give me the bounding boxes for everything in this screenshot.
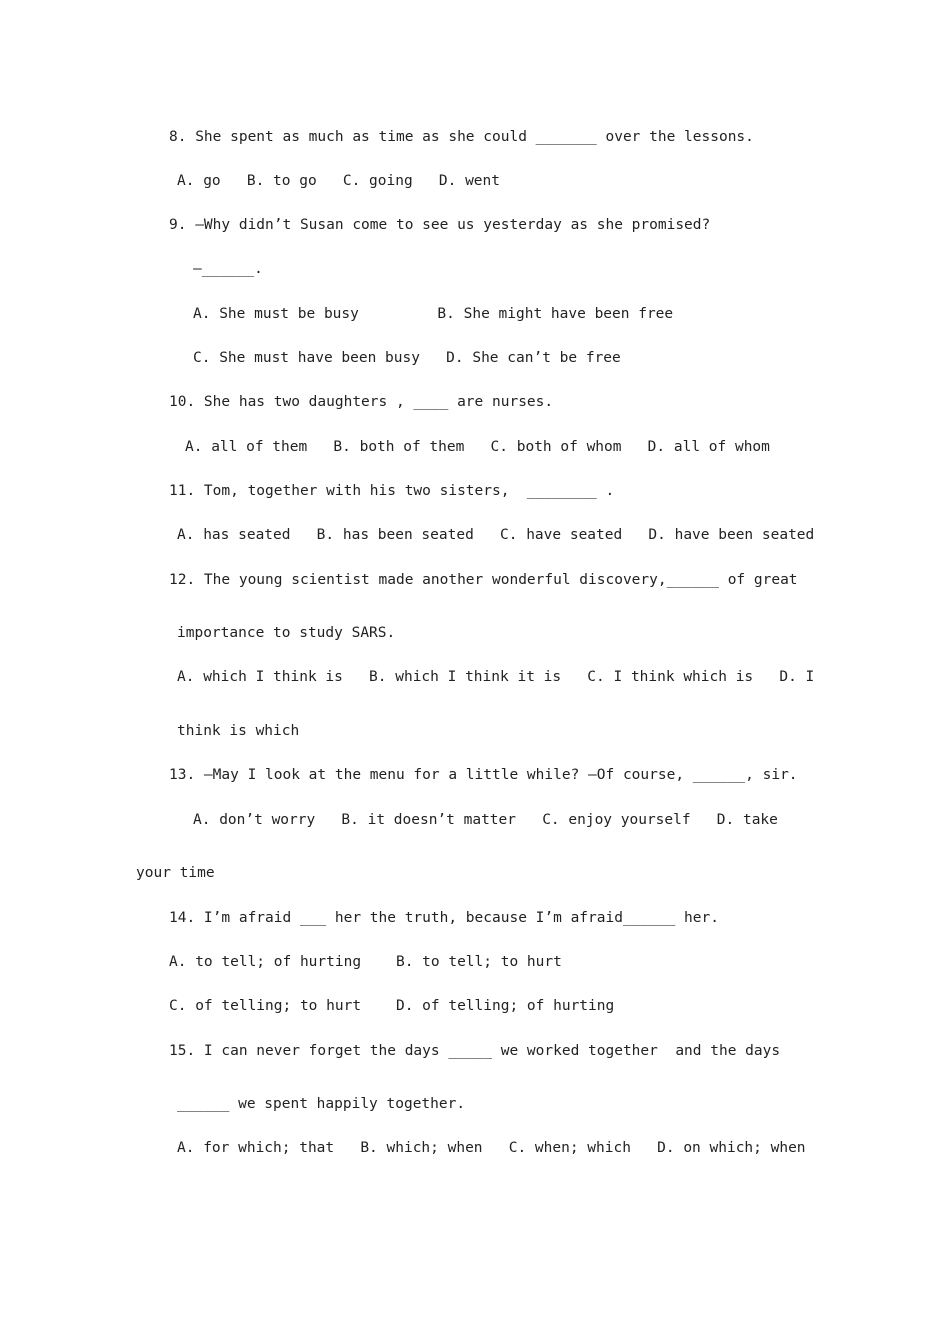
question-11: 11. Tom, together with his two sisters, ________ . — [169, 483, 615, 499]
question-13-options: A. don’t worry B. it doesn’t matter C. enjoy yourself D. take — [193, 812, 778, 828]
question-12: 12. The young scientist made another wonderful discovery,______ of great — [169, 572, 798, 588]
question-15-options: A. for which; that B. which; when C. when; which D. on which; when — [177, 1140, 806, 1156]
question-12-continuation: importance to study SARS. — [177, 625, 396, 641]
question-13-options-continuation: your time — [136, 865, 215, 881]
question-15: 15. I can never forget the days _____ we worked together and the days — [169, 1043, 781, 1059]
question-10-options: A. all of them B. both of them C. both of whom D. all of whom — [185, 439, 770, 455]
question-8: 8. She spent as much as time as she could _______ over the lessons. — [169, 129, 754, 145]
question-8-options: A. go B. to go C. going D. went — [177, 173, 501, 189]
question-15-continuation: ______ we spent happily together. — [177, 1096, 466, 1112]
question-14-options-ab: A. to tell; of hurting B. to tell; to hurt — [169, 954, 562, 970]
question-10: 10. She has two daughters , ____ are nurses. — [169, 394, 554, 410]
question-9-options-ab: A. She must be busy B. She might have been free — [193, 306, 674, 322]
question-9: 9. —Why didn’t Susan come to see us yesterday as she promised? — [169, 217, 711, 233]
question-12-options: A. which I think is B. which I think it is C. I think which is D. I — [177, 669, 815, 685]
question-14-options-cd: C. of telling; to hurt D. of telling; of hurting — [169, 998, 615, 1014]
question-14: 14. I’m afraid ___ her the truth, because I’m afraid______ her. — [169, 910, 719, 926]
question-9-options-cd: C. She must have been busy D. She can’t be free — [193, 350, 621, 366]
question-12-options-continuation: think is which — [177, 723, 300, 739]
question-11-options: A. has seated B. has been seated C. have seated D. have been seated — [177, 527, 815, 543]
question-9-reply: —______. — [193, 261, 263, 277]
question-13: 13. —May I look at the menu for a little while? —Of course, ______, sir. — [169, 767, 798, 783]
